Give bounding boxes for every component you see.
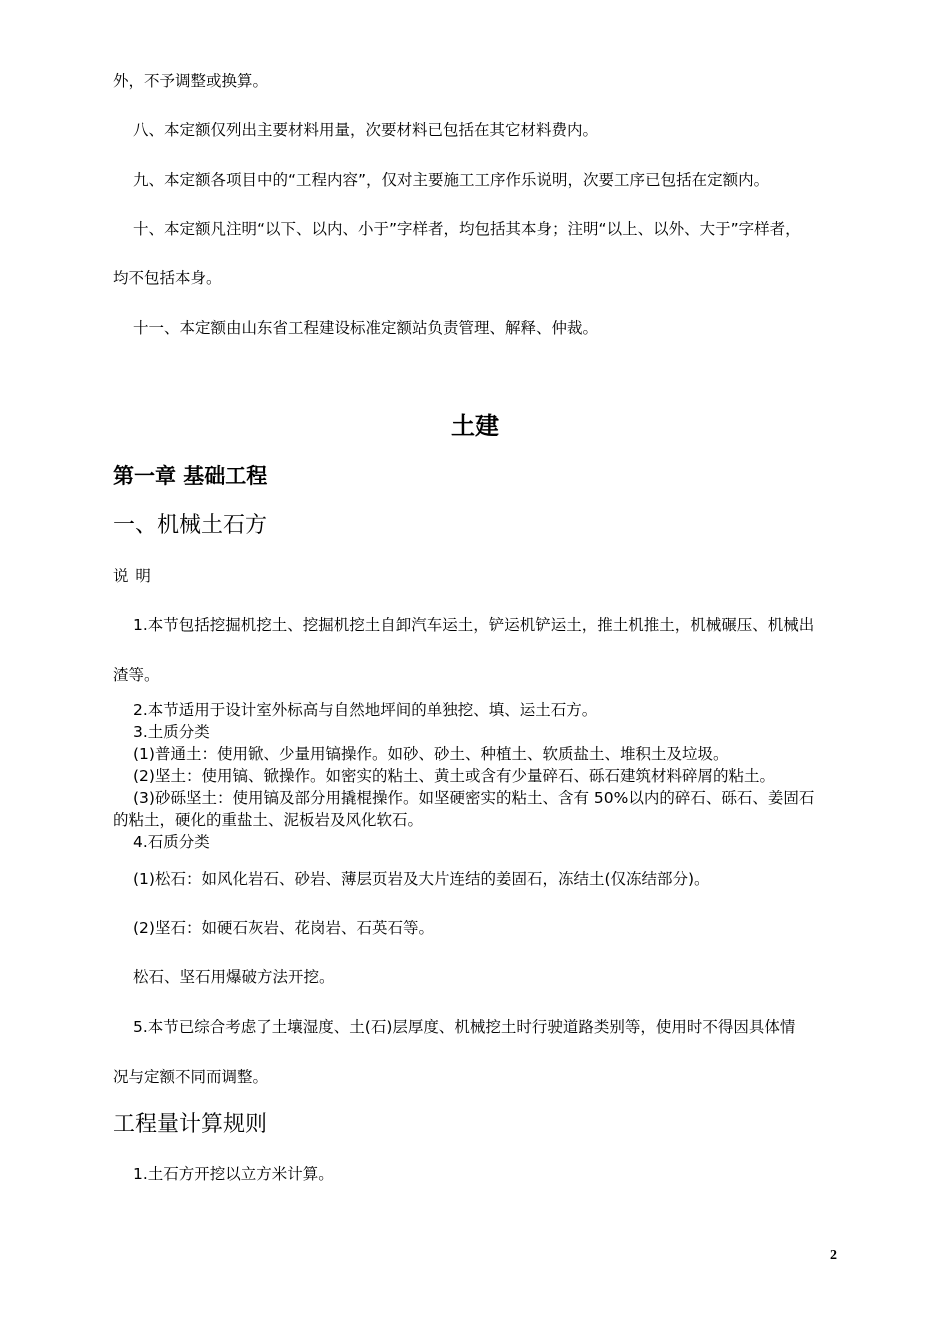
item-2: 2.本节适用于设计室外标高与自然地坪间的单独挖、填、运土石方。 [133, 701, 598, 719]
item-3-3-line1: (3)砂砾坚土：使用镐及部分用撬棍操作。如坚硬密实的粘土、含有 50%以内的碎石、砾石、姜固石 [133, 789, 815, 807]
item-4-2: (2)坚石：如硬石灰岩、花岗岩、石英石等。 [133, 919, 434, 937]
paragraph-10-line2: 均不包括本身。 [113, 269, 222, 287]
paragraph-11: 十一、本定额由山东省工程建设标准定额站负责管理、解释、仲裁。 [133, 319, 599, 337]
section-heading: 一、机械土石方 [113, 513, 268, 538]
item-4-1: (1)松石：如风化岩石、砂岩、薄层页岩及大片连结的姜固石，冻结土(仅冻结部分)。 [133, 870, 710, 888]
item-4: 4.石质分类 [133, 833, 210, 851]
page-title: 土建 [451, 412, 499, 440]
explain-label: 说 明 [113, 567, 152, 585]
page-number: 2 [830, 1248, 837, 1263]
chapter-heading: 第一章 基础工程 [113, 464, 268, 488]
paragraph-8: 八、本定额仅列出主要材料用量，次要材料已包括在其它材料费内。 [133, 121, 599, 139]
item-3-1: (1)普通土：使用锨、少量用镐操作。如砂、砂土、种植土、软质盐土、堆积土及垃圾。 [133, 745, 729, 763]
item-3: 3.土质分类 [133, 723, 210, 741]
rules-heading: 工程量计算规则 [113, 1112, 268, 1137]
item-3-3-line2: 的粘土，硬化的重盐土、泥板岩及风化软石。 [113, 811, 424, 829]
item-5-line1: 5.本节已综合考虑了土壤湿度、土(石)层厚度、机械挖土时行驶道路类别等，使用时不得因具体情 [133, 1018, 796, 1036]
rules-item-1: 1.土石方开挖以立方米计算。 [133, 1165, 334, 1183]
paragraph-9: 九、本定额各项目中的“工程内容”，仅对主要施工工序作乐说明，次要工序已包括在定额内。 [133, 171, 770, 189]
paragraph-7-tail: 外，不予调整或换算。 [113, 72, 269, 90]
item-4-note: 松石、坚石用爆破方法开挖。 [133, 968, 335, 986]
item-3-2: (2)坚土：使用镐、锨操作。如密实的粘土、黄土或含有少量碎石、砾石建筑材料碎屑的粘土。 [133, 767, 775, 785]
item-5-line2: 况与定额不同而调整。 [113, 1068, 269, 1086]
item-1-line1: 1.本节包括挖掘机挖土、挖掘机挖土自卸汽车运土，铲运机铲运土，推土机推土，机械碾压、机械出 [133, 616, 815, 634]
paragraph-10-line1: 十、本定额凡注明“以下、以内、小于”字样者，均包括其本身；注明“以上、以外、大于”字样者， [133, 220, 801, 238]
item-1-line2: 渣等。 [113, 666, 160, 684]
